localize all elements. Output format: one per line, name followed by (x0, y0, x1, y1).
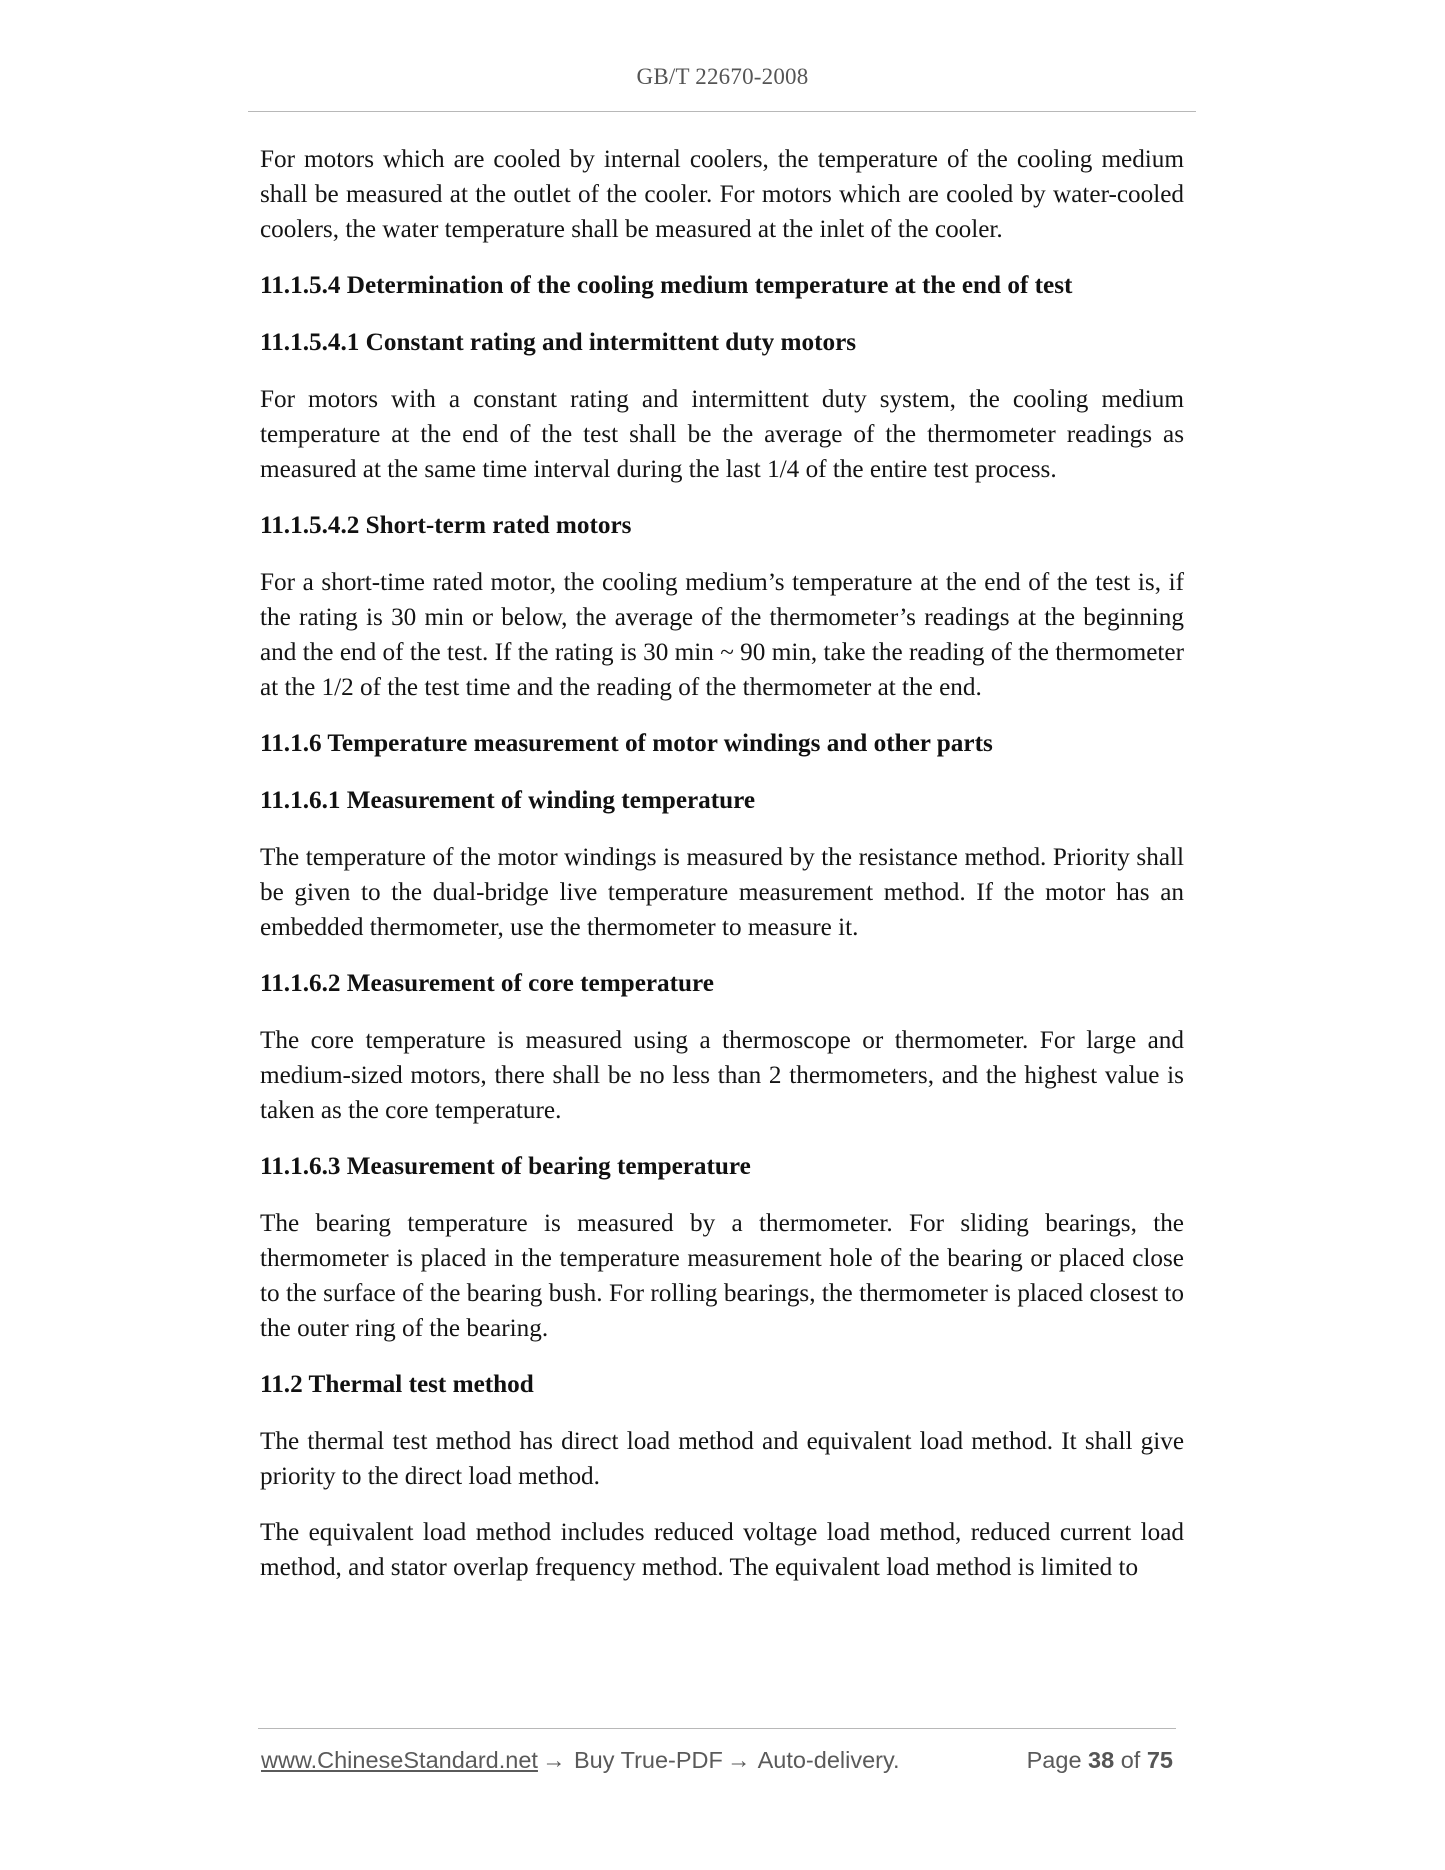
page-label: Page (1026, 1747, 1082, 1773)
paragraph-internal-coolers: For motors which are cooled by internal coolers, the temperature of the cooling medium shall be measured at the outlet of the cooler. For motors which are cooled by water-cooled coolers, the water temperature shall be measured at the inlet of the cooler. (260, 146, 1184, 243)
auto-delivery-text: Auto-delivery. (757, 1747, 900, 1773)
paragraph-winding-temperature: The temperature of the motor windings is measured by the resistance method. Priority shall be given to the dual-bridge live temperature measurement method. If the motor has an embedded thermometer, use the thermometer to measure it. (260, 844, 1184, 941)
paragraph-core-temperature: The core temperature is measured using a thermoscope or thermometer. For large and medium-sized motors, there shall be no less than 2 thermometers, and the highest value is taken as the core temperature. (260, 1027, 1184, 1124)
arrow-right-icon: → (541, 1747, 566, 1773)
heading-11-1-6-2: 11.1.6.2 Measurement of core temperature (260, 970, 714, 997)
heading-11-1-6-1: 11.1.6.1 Measurement of winding temperature (260, 787, 756, 814)
paragraph-equivalent-load-method: The equivalent load method includes reduced voltage load method, reduced current load method, and stator overlap frequency method. The equivalent load method is limited to (260, 1519, 1184, 1581)
chinese-standard-link[interactable]: www.ChineseStandard.net (261, 1747, 538, 1773)
document-body (260, 142, 1184, 1606)
heading-11-1-6-3: 11.1.6.3 Measurement of bearing temperature (260, 1153, 751, 1180)
heading-11-1-5-4-2: 11.1.5.4.2 Short-term rated motors (260, 512, 632, 539)
header-divider (248, 111, 1196, 112)
heading-11-1-6: 11.1.6 Temperature measurement of motor windings and other parts (260, 730, 993, 757)
heading-11-1-5-4-1: 11.1.5.4.1 Constant rating and intermittent duty motors (260, 329, 857, 356)
heading-11-2: 11.2 Thermal test method (260, 1371, 534, 1398)
document-header-title: GB/T 22670-2008 (636, 64, 809, 89)
paragraph-short-time-rated: For a short-time rated motor, the cooling medium’s temperature at the end of the test is, if the rating is 30 min or below, the average of the thermometer’s readings at the beginning and the end of the test. If the rating is 30 min ~ 90 min, take the reading of the thermometer at the 1/2 of the test time and the reading of the thermometer at the end. (260, 569, 1184, 701)
paragraph-constant-rating: For motors with a constant rating and intermittent duty system, the cooling medium temperature at the end of the test shall be the average of the thermometer readings as measured at the same time interval during the last 1/4 of the entire test process. (260, 386, 1184, 483)
document-footer (261, 1747, 1181, 1781)
heading-11-1-5-4: 11.1.5.4 Determination of the cooling medium temperature at the end of test (260, 272, 1073, 299)
arrow-right-icon: → (726, 1747, 751, 1773)
paragraph-thermal-test-method: The thermal test method has direct load method and equivalent load method. It shall give priority to the direct load method. (260, 1428, 1184, 1490)
footer-left (261, 1747, 900, 1774)
page-current-number: 38 (1088, 1747, 1115, 1773)
page-indicator (1027, 1747, 1173, 1774)
paragraph-bearing-temperature: The bearing temperature is measured by a thermometer. For sliding bearings, the thermometer is placed in the temperature measurement hole of the bearing or placed close to the surface of the bearing bush. For rolling bearings, the thermometer is placed closest to the outer ring of the bearing. (260, 1210, 1184, 1342)
buy-true-pdf-text: Buy True-PDF (573, 1747, 723, 1773)
page-of-label: of (1120, 1747, 1141, 1773)
footer-divider (258, 1728, 1176, 1729)
page-total-number: 75 (1146, 1747, 1173, 1773)
